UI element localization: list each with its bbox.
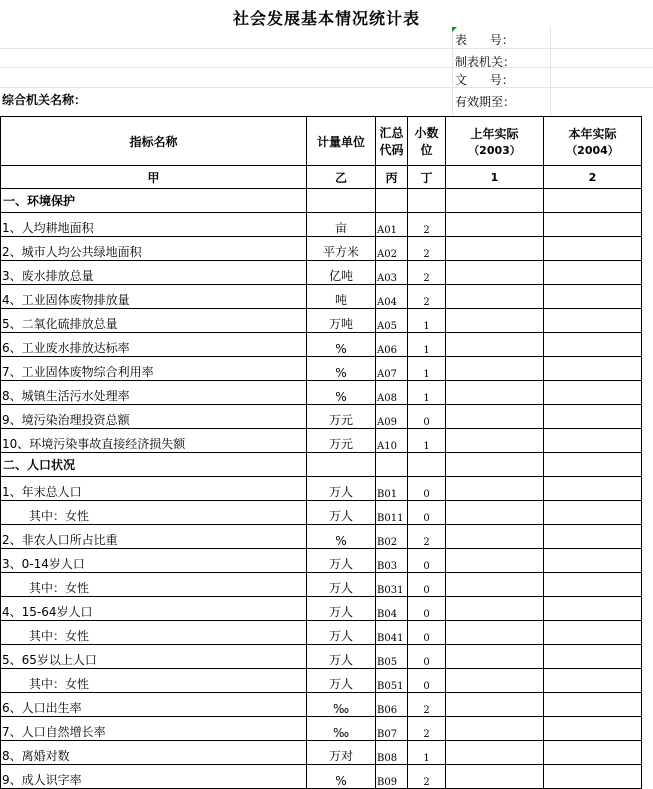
this-year-value-cell[interactable] [544, 693, 642, 717]
indicator-name: 其中：女性 [1, 501, 307, 525]
last-year-value-cell[interactable] [446, 693, 544, 717]
this-year-value-cell[interactable] [544, 645, 642, 669]
decimals-cell: 2 [408, 525, 446, 549]
header-unit: 计量单位 [307, 117, 376, 166]
unit-cell: % [307, 357, 376, 381]
this-year-value-cell[interactable] [544, 285, 642, 309]
organization-name-label: 综合机关名称： [2, 93, 87, 107]
table-row [1, 741, 642, 765]
this-year-value-cell[interactable] [544, 357, 642, 381]
indicator-name: 1、人均耕地面积 [1, 213, 307, 237]
this-year-value-cell[interactable] [544, 765, 642, 789]
empty-cell [446, 189, 544, 213]
unit-cell: 万人 [307, 621, 376, 645]
unit-cell: 亿吨 [307, 261, 376, 285]
code-cell: B08 [376, 741, 408, 765]
last-year-value-cell[interactable] [446, 597, 544, 621]
code-cell: A01 [376, 213, 408, 237]
table-row [1, 309, 642, 333]
table-row [1, 597, 642, 621]
decimals-cell: 0 [408, 501, 446, 525]
empty-cell [307, 189, 376, 213]
valid-until-label: 有效期至： [455, 95, 516, 109]
unit-cell: 万吨 [307, 309, 376, 333]
last-year-value-cell[interactable] [446, 717, 544, 741]
code-cell: A02 [376, 237, 408, 261]
table-row [1, 333, 642, 357]
index-cell: 甲 [1, 166, 307, 189]
table-row [1, 549, 642, 573]
code-cell: A05 [376, 309, 408, 333]
header-indicator: 指标名称 [1, 117, 307, 166]
last-year-value-cell[interactable] [446, 669, 544, 693]
empty-cell [307, 453, 376, 477]
last-year-value-cell[interactable] [446, 429, 544, 453]
indicator-name: 8、离婚对数 [1, 741, 307, 765]
indicator-name: 3、废水排放总量 [1, 261, 307, 285]
cell-marker-icon [452, 27, 457, 32]
code-cell: A08 [376, 381, 408, 405]
decimals-cell: 1 [408, 741, 446, 765]
this-year-value-cell[interactable] [544, 309, 642, 333]
decimals-cell: 2 [408, 261, 446, 285]
code-cell: B07 [376, 717, 408, 741]
table-row [1, 237, 642, 261]
unit-cell: 万人 [307, 645, 376, 669]
unit-cell: 万元 [307, 429, 376, 453]
indicator-name: 5、65岁以上人口 [1, 645, 307, 669]
index-cell: 乙 [307, 166, 376, 189]
section-row [1, 453, 642, 477]
unit-cell: % [307, 333, 376, 357]
last-year-value-cell[interactable] [446, 285, 544, 309]
page-title: 社会发展基本情况统计表 [232, 9, 420, 28]
decimals-cell: 0 [408, 477, 446, 501]
indicator-name: 其中：女性 [1, 573, 307, 597]
decimals-cell: 0 [408, 573, 446, 597]
table-row [1, 621, 642, 645]
indicator-name: 6、人口出生率 [1, 693, 307, 717]
table-row [1, 669, 642, 693]
header-code: 汇总 代码 [376, 117, 408, 166]
table-row [1, 357, 642, 381]
index-cell: 丙 [376, 166, 408, 189]
table-row [1, 765, 642, 789]
last-year-value-cell[interactable] [446, 765, 544, 789]
decimals-cell: 2 [408, 717, 446, 741]
table-row [1, 381, 642, 405]
indicator-name: 3、0-14岁人口 [1, 549, 307, 573]
this-year-value-cell[interactable] [544, 261, 642, 285]
unit-cell: 万元 [307, 405, 376, 429]
code-cell: B051 [376, 669, 408, 693]
decimals-cell: 0 [408, 405, 446, 429]
last-year-value-cell[interactable] [446, 333, 544, 357]
code-cell: A06 [376, 333, 408, 357]
code-cell: A07 [376, 357, 408, 381]
header-decimals: 小数 位 [408, 117, 446, 166]
grid-line [550, 26, 551, 116]
code-cell: B09 [376, 765, 408, 789]
table-row [1, 429, 642, 453]
table-row [1, 717, 642, 741]
index-cell: 丁 [408, 166, 446, 189]
this-year-value-cell[interactable] [544, 549, 642, 573]
index-cell: 2 [544, 166, 642, 189]
indicator-name: 6、工业废水排放达标率 [1, 333, 307, 357]
column-index-row [1, 166, 642, 189]
decimals-cell: 1 [408, 381, 446, 405]
unit-cell: 万人 [307, 573, 376, 597]
decimals-cell: 1 [408, 333, 446, 357]
indicator-name: 7、工业固体废物综合利用率 [1, 357, 307, 381]
this-year-value-cell[interactable] [544, 381, 642, 405]
grid-line [0, 87, 653, 88]
decimals-cell: 0 [408, 621, 446, 645]
this-year-value-cell[interactable] [544, 621, 642, 645]
decimals-cell: 2 [408, 237, 446, 261]
header-this-year: 本年实际 （2004） [544, 117, 642, 166]
empty-cell [544, 453, 642, 477]
table-row [1, 525, 642, 549]
this-year-value-cell[interactable] [544, 405, 642, 429]
decimals-cell: 2 [408, 285, 446, 309]
empty-cell [544, 189, 642, 213]
code-cell: A10 [376, 429, 408, 453]
unit-cell: % [307, 765, 376, 789]
last-year-value-cell[interactable] [446, 381, 544, 405]
grid-line [0, 48, 653, 49]
decimals-cell: 0 [408, 669, 446, 693]
code-cell: B05 [376, 645, 408, 669]
this-year-value-cell[interactable] [544, 333, 642, 357]
code-cell: B01 [376, 477, 408, 501]
unit-cell: ‰ [307, 693, 376, 717]
table-row [1, 405, 642, 429]
code-cell: A04 [376, 285, 408, 309]
code-cell: A03 [376, 261, 408, 285]
indicator-name: 5、二氧化硫排放总量 [1, 309, 307, 333]
this-year-value-cell[interactable] [544, 669, 642, 693]
code-cell: A09 [376, 405, 408, 429]
last-year-value-cell[interactable] [446, 741, 544, 765]
table-row [1, 285, 642, 309]
unit-cell: 万人 [307, 501, 376, 525]
decimals-cell: 1 [408, 357, 446, 381]
decimals-cell: 2 [408, 213, 446, 237]
last-year-value-cell[interactable] [446, 405, 544, 429]
this-year-value-cell[interactable] [544, 573, 642, 597]
unit-cell: 万人 [307, 669, 376, 693]
index-cell: 1 [446, 166, 544, 189]
grid-line [0, 67, 653, 68]
table-row [1, 645, 642, 669]
table-row [1, 261, 642, 285]
indicator-name: 9、成人识字率 [1, 765, 307, 789]
this-year-value-cell[interactable] [544, 213, 642, 237]
code-cell: B03 [376, 549, 408, 573]
code-cell: B06 [376, 693, 408, 717]
decimals-cell: 1 [408, 309, 446, 333]
statistics-table [0, 116, 642, 789]
last-year-value-cell[interactable] [446, 477, 544, 501]
empty-cell [446, 453, 544, 477]
last-year-value-cell[interactable] [446, 309, 544, 333]
indicator-name: 4、15-64岁人口 [1, 597, 307, 621]
indicator-name: 4、工业固体废物排放量 [1, 285, 307, 309]
last-year-value-cell[interactable] [446, 237, 544, 261]
this-year-value-cell[interactable] [544, 429, 642, 453]
decimals-cell: 0 [408, 549, 446, 573]
section-title: 二、人口状况 [1, 453, 307, 477]
last-year-value-cell[interactable] [446, 573, 544, 597]
decimals-cell: 0 [408, 645, 446, 669]
unit-cell: 万人 [307, 597, 376, 621]
unit-cell: 吨 [307, 285, 376, 309]
unit-cell: 平方米 [307, 237, 376, 261]
unit-cell: 万人 [307, 477, 376, 501]
this-year-value-cell[interactable] [544, 477, 642, 501]
this-year-value-cell[interactable] [544, 717, 642, 741]
empty-cell [408, 453, 446, 477]
unit-cell: % [307, 525, 376, 549]
unit-cell: % [307, 381, 376, 405]
code-cell: B031 [376, 573, 408, 597]
indicator-name: 8、城镇生活污水处理率 [1, 381, 307, 405]
decimals-cell: 1 [408, 429, 446, 453]
last-year-value-cell[interactable] [446, 645, 544, 669]
this-year-value-cell[interactable] [544, 597, 642, 621]
table-row [1, 477, 642, 501]
document-number-label: 文 号： [455, 73, 514, 87]
table-row [1, 501, 642, 525]
unit-cell: 亩 [307, 213, 376, 237]
section-title: 一、环境保护 [1, 189, 307, 213]
decimals-cell: 0 [408, 597, 446, 621]
code-cell: B041 [376, 621, 408, 645]
indicator-name: 其中：女性 [1, 669, 307, 693]
this-year-value-cell[interactable] [544, 237, 642, 261]
this-year-value-cell[interactable] [544, 501, 642, 525]
last-year-value-cell[interactable] [446, 549, 544, 573]
decimals-cell: 2 [408, 765, 446, 789]
table-number-label: 表 号： [455, 33, 514, 47]
table-row [1, 573, 642, 597]
section-row [1, 189, 642, 213]
indicator-name: 10、环境污染事故直接经济损失额 [1, 429, 307, 453]
grid-line [452, 26, 453, 116]
indicator-name: 1、年末总人口 [1, 477, 307, 501]
code-cell: B02 [376, 525, 408, 549]
table-row [1, 693, 642, 717]
unit-cell: ‰ [307, 717, 376, 741]
indicator-name: 9、境污染治理投资总额 [1, 405, 307, 429]
last-year-value-cell[interactable] [446, 357, 544, 381]
indicator-name: 7、人口自然增长率 [1, 717, 307, 741]
this-year-value-cell[interactable] [544, 741, 642, 765]
empty-cell [408, 189, 446, 213]
empty-cell [376, 453, 408, 477]
indicator-name: 其中：女性 [1, 621, 307, 645]
code-cell: B04 [376, 597, 408, 621]
last-year-value-cell[interactable] [446, 213, 544, 237]
last-year-value-cell[interactable] [446, 501, 544, 525]
indicator-name: 2、非农人口所占比重 [1, 525, 307, 549]
last-year-value-cell[interactable] [446, 621, 544, 645]
table-row [1, 213, 642, 237]
header-last-year: 上年实际 （2003） [446, 117, 544, 166]
code-cell: B011 [376, 501, 408, 525]
this-year-value-cell[interactable] [544, 525, 642, 549]
last-year-value-cell[interactable] [446, 261, 544, 285]
issuing-authority-label: 制表机关： [455, 55, 516, 69]
unit-cell: 万人 [307, 549, 376, 573]
unit-cell: 万对 [307, 741, 376, 765]
indicator-name: 2、城市人均公共绿地面积 [1, 237, 307, 261]
decimals-cell: 2 [408, 693, 446, 717]
empty-cell [376, 189, 408, 213]
last-year-value-cell[interactable] [446, 525, 544, 549]
